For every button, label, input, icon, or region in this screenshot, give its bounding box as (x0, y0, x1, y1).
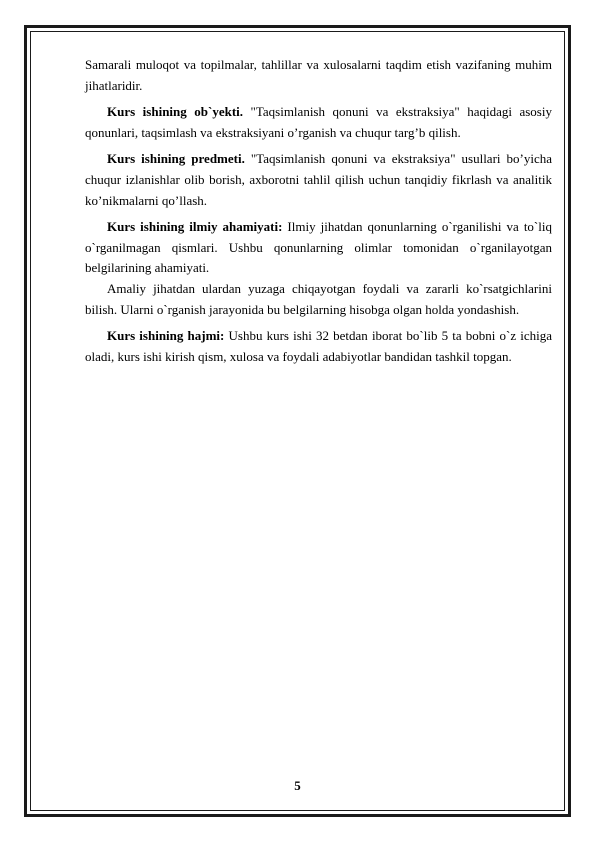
paragraph-text: Ushbu kurs ishi 32 betdan iborat bo`lib 5 ta bobni o`z ichiga oladi, kurs ishi kirish qism, xulosa va foydali adabiyotlar bandidan tashkil topgan. (85, 328, 552, 364)
paragraph-volume (85, 326, 552, 367)
paragraph-scientific-significance (85, 217, 552, 279)
paragraph-text: Amaliy jihatdan ulardan yuzaga chiqayotgan foydali va zararli ko`rsatgichlarini bilish. Ularni o`rganish jarayonida bu belgilarning hisobga olgan holda yondashish. (85, 280, 552, 317)
document-body (85, 55, 552, 373)
paragraph-text: Ilmiy jihatdan qonunlarning o`rganilishi va to`liq o`rganilmagan qismlari. Ushbu qonunlarning olimlar tomonidan o`rganilayotgan belgilarining ahamiyati. (85, 219, 552, 276)
paragraph-text: Samarali muloqot va topilmalar, tahlillar va xulosalarni taqdim etish vazifaning muhim jihatlaridir. (85, 57, 552, 93)
paragraph-intro (85, 55, 552, 96)
paragraph-label: Kurs ishining ob`yekti. (107, 104, 244, 120)
paragraph-text: "Taqsimlanish qonuni va ekstraksiya" usullari bo’yicha chuqur izlanishlar olib borish, axborotni tahlil qilish uchun tanqidiy fikrlash va analitik ko’nikmalarni qo’llash. (85, 151, 553, 208)
paragraph-label: Kurs ishining ilmiy ahamiyati: (107, 219, 283, 235)
paragraph-practical-significance (85, 279, 552, 320)
paragraph-label: Kurs ishining hajmi: (107, 328, 225, 344)
page-number: 5 (294, 778, 301, 793)
paragraph-label: Kurs ishining predmeti. (107, 151, 245, 167)
paragraph-text: "Taqsimlanish qonuni va ekstraksiya" haqidagi asosiy qonunlari, taqsimlash va ekstraksiyani o’rganish va chuqur targ’b qilish. (85, 104, 552, 140)
paragraph-object (85, 102, 552, 143)
paragraph-subject (85, 149, 552, 211)
